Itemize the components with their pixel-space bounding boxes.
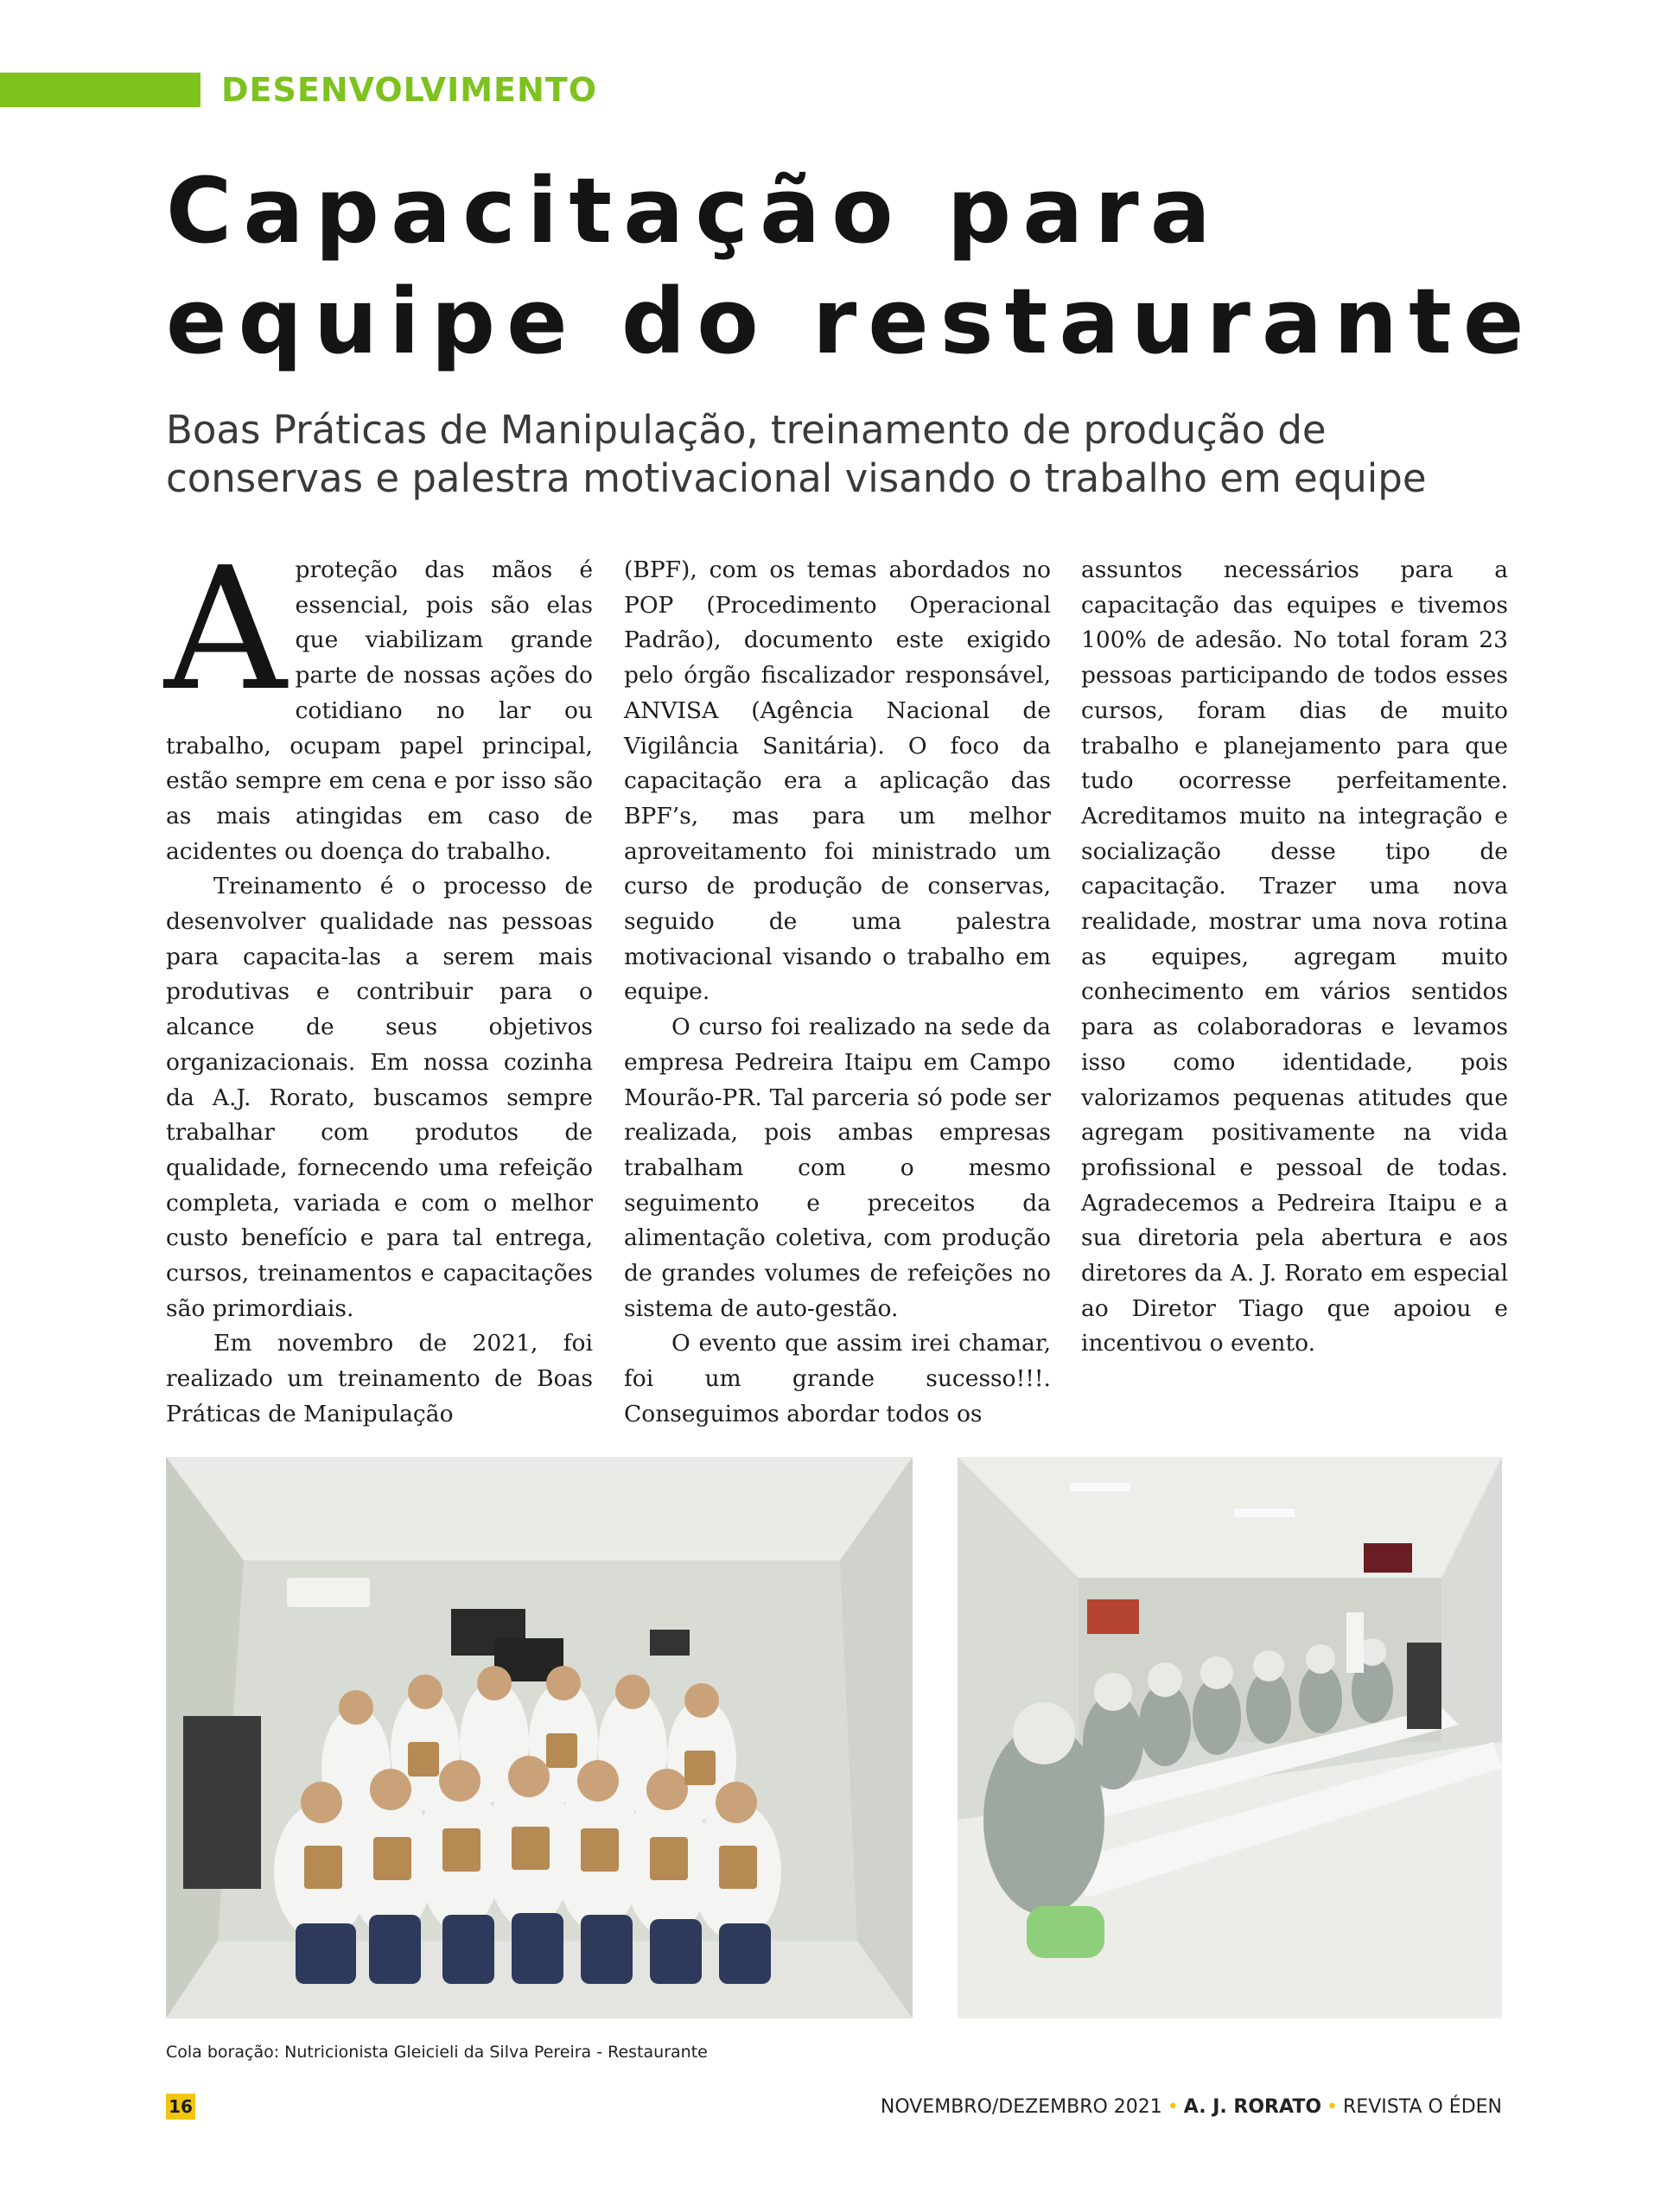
paragraph-5-continued: assuntos necessários para a capacitação das equipes e tivemos 100% de adesão. No total foram 23 pessoas participando de todos esses cursos, foram dias de muito trabalho e planejamento para que tudo ocorresse perfeitamente. Acreditamos muito na integração e socialização desse tipo de capacitação. Trazer uma nova realidade, mostrar uma nova rotina as equipes, agregam muito conhecimento em vários sentidos para as colaboradoras e levamos isso como identidade, pois valorizamos pequenas atitudes que agregam positivamente na vida profissional e pessoal de todas. Agradecemos a Pedreira Itaipu e a sua diretoria pela abertura e aos diretores da A. J. Rorato em especial ao Diretor Tiago que apoiou e incentivou o evento. (1081, 556, 1508, 1357)
classroom-photo-illustration (958, 1457, 1502, 2018)
photo-caption: Cola boração: Nutricionista Gleicieli da Silva Pereira - Restaurante (166, 2043, 708, 2062)
footer-magazine: REVISTA O ÉDEN (1343, 2096, 1502, 2118)
paragraph-1 (164, 531, 593, 869)
footer-brand: A. J. RORATO (1183, 2096, 1322, 2118)
page-footer (881, 2096, 1502, 2118)
section-color-bar (0, 73, 200, 107)
title-line-1: Capacitação para (166, 158, 1222, 264)
classroom-photo (958, 1457, 1502, 2018)
article-column-2 (624, 553, 1051, 1433)
paragraph-3-continued: (BPF), com os temas abordados no POP (Procedimento Operacional Padrão), documento este exigido pelo órgão fiscalizador responsável, ANVISA (Agência Nacional de Vigilância Sanitária). O foco da capacitação era a aplicação das BPF’s, mas para um melhor aproveitamento foi ministrado um curso de produção de conservas, seguido de uma palestra motivacional visando o trabalho em equipe. (624, 556, 1051, 1006)
article-title (166, 156, 1652, 377)
footer-separator-dot: • (1327, 2096, 1339, 2118)
article-column-1 (164, 531, 593, 1433)
paragraph-5-start: O evento que assim irei chamar, foi um grande sucesso!!!. Conseguimos abordar todos os (624, 1330, 1051, 1427)
footer-separator-dot: • (1167, 2096, 1179, 2118)
group-photo (166, 1457, 913, 2018)
paragraph-4: O curso foi realizado na sede da empresa Pedreira Itaipu em Campo Mourão-PR. Tal parceria só pode ser realizada, pois ambas empresas trabalham com o mesmo seguimento e preceitos da alimentação coletiva, com produção de grandes volumes de refeições no sistema de auto-gestão. (624, 1014, 1051, 1322)
paragraph-3-start: Em novembro de 2021, foi realizado um treinamento de Boas Práticas de Manipulação (166, 1330, 593, 1427)
title-line-2: equipe do restaurante (166, 269, 1536, 374)
paragraph-1-text: proteção das mãos é essencial, pois são elas que viabilizam grande parte de nossas ações do cotidiano no lar ou trabalho, ocupam papel principal, estão sempre em cena e por isso são as mais atingidas em caso de acidentes ou doença do trabalho. (166, 556, 593, 865)
subtitle-line-2: conservas e palestra motivacional visando o trabalho em equipe (166, 455, 1427, 501)
group-photo-illustration (166, 1457, 913, 2018)
footer-issue: NOVEMBRO/DEZEMBRO 2021 (880, 2096, 1162, 2118)
paragraph-2: Treinamento é o processo de desenvolver qualidade nas pessoas para capacita-las a serem mais produtivas e contribuir para o alcance de seus objetivos organizacionais. Em nossa cozinha da A.J. Rorato, buscamos sempre trabalhar com produtos de qualidade, fornecendo uma refeição completa, variada e com o melhor custo benefício e para tal entrega, cursos, treinamentos e capacitações são primordiais. (166, 873, 593, 1322)
subtitle-line-1: Boas Práticas de Manipulação, treinamento de produção de (166, 407, 1327, 453)
section-label: DESENVOLVIMENTO (221, 71, 598, 109)
article-column-3 (1081, 553, 1508, 1362)
drop-cap: A (164, 531, 287, 728)
page-number: 16 (166, 2094, 195, 2120)
article-subtitle (166, 406, 1635, 503)
